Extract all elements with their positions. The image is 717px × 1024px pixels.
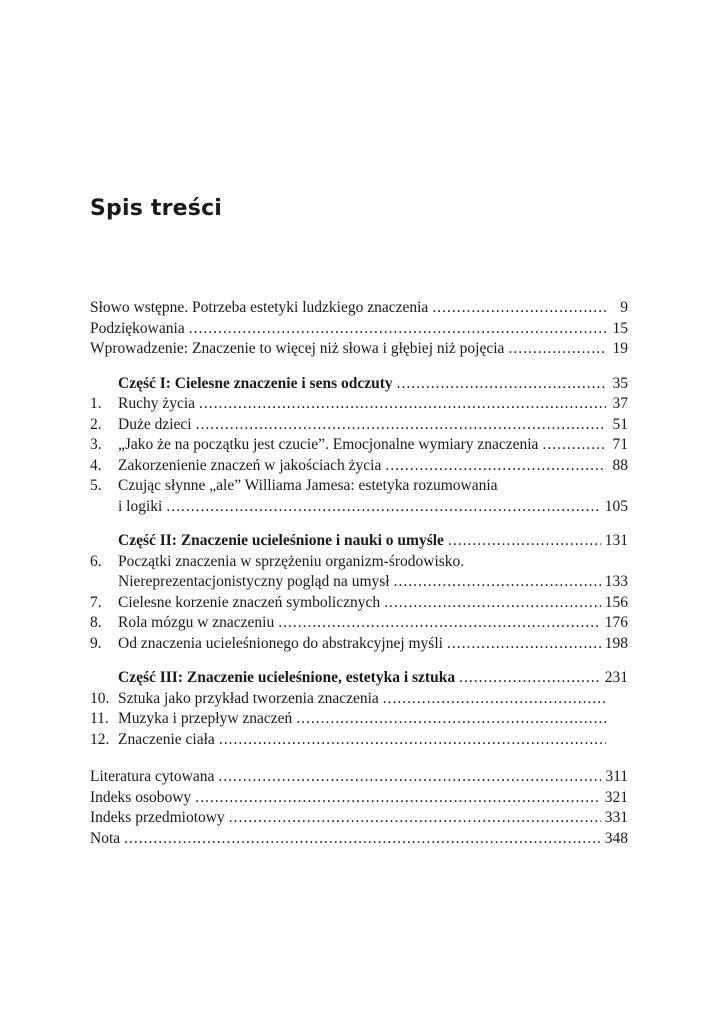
toc-entry-name-index [90,788,628,809]
toc-chapter-5 [90,476,628,497]
part-title: Część III: Znaczenie ucieleśnione, estetyka i sztuka [118,669,456,686]
toc-entry-text: Podziękowania [90,319,185,337]
toc-page-number: 35 [612,374,628,392]
chapter-number: 9. [90,634,102,652]
chapter-number: 3. [90,436,102,453]
toc-page-number: 15 [612,319,628,337]
dot-leader [195,788,601,809]
toc-entry-preface [90,298,628,319]
chapter-number: 8. [90,614,102,631]
toc-chapter-8 [90,613,628,634]
toc-entry-text: Wprowadzenie: Znaczenie to więcej niż słowa i głębiej niż pojęcia [90,340,505,357]
dot-leader [166,497,600,518]
toc-page-number: 19 [612,340,628,357]
toc-entry-references [90,767,628,788]
toc-page-number: 198 [604,634,628,652]
chapter-number: 2. [90,415,102,433]
dot-leader [447,634,601,655]
dot-leader [124,829,601,850]
chapter-number: 7. [90,593,102,611]
dot-leader [459,668,601,689]
toc-page-number: 176 [604,614,628,631]
toc-part-heading-2 [90,531,628,552]
toc-entry-text: Nota [90,829,121,847]
chapter-number: 6. [90,552,102,570]
toc-chapter-4 [90,456,628,477]
toc-page-number: 321 [604,788,628,806]
chapter-title: Sztuka jako przykład tworzenia znaczenia [118,689,379,707]
chapter-number: 4. [90,456,102,474]
dot-leader [278,613,601,634]
toc-chapter-6-continued [90,572,628,593]
dot-leader [189,319,606,340]
toc-chapter-3 [90,435,628,456]
chapter-title: Czując słynne „ale” Williama Jamesa: estetyka rozumowania [118,477,498,494]
dot-leader [219,730,606,751]
dot-leader [383,689,606,710]
toc-page-number: 231 [604,669,628,686]
dot-leader [542,435,606,456]
toc-chapter-10 [90,689,628,710]
toc-entry-text: Literatura cytowana [90,768,215,785]
toc-page-number: 71 [612,436,628,453]
toc-page-number: 156 [604,593,628,611]
dot-leader [296,709,606,730]
chapter-title: Cielesne korzenie znaczeń symbolicznych [118,593,381,611]
toc-chapter-1 [90,394,628,415]
chapter-title-continued: Niereprezentacjonistyczny pogląd na umysł [118,573,390,590]
toc-entry-text: Indeks przedmiotowy [90,809,225,826]
toc-page-number: 37 [612,395,628,412]
chapter-title-continued: i logiki [118,497,163,515]
toc-page-number: 133 [604,573,628,590]
toc-chapter-6 [90,552,628,573]
part-title: Część I: Cielesne znaczenie i sens odczuty [118,374,393,392]
toc-page-number: 9 [620,299,628,316]
toc-entry-acknowledgements [90,319,628,340]
chapter-title: Ruchy życia [118,395,196,412]
dot-leader [229,808,601,829]
chapter-title: Od znaczenia ucieleśnionego do abstrakcyjnej myśli [118,634,443,652]
toc-chapter-11 [90,709,628,730]
toc-chapter-2 [90,415,628,436]
toc-entry-note [90,829,628,850]
toc-entry-introduction [90,339,628,360]
dot-leader [448,531,601,552]
chapter-title: Początki znaczenia w sprzężeniu organizm-środowisko. [118,552,465,570]
toc-entry-text: Słowo wstępne. Potrzeba estetyki ludzkiego znaczenia [90,299,429,316]
dot-leader [385,456,606,477]
toc-chapter-12 [90,730,628,751]
toc-page-number: 88 [612,456,628,474]
chapter-title: „Jako że na początku jest czucie”. Emocjonalne wymiary znaczenia [118,436,539,453]
toc-page-number: 311 [605,768,628,785]
page-title: Spis treści [90,196,223,221]
part-title: Część II: Znaczenie ucieleśnione i nauki o umyśle [118,532,444,549]
toc-chapter-7 [90,593,628,614]
toc-entry-subject-index [90,808,628,829]
toc-part-heading-1 [90,374,628,395]
toc-page-number: 105 [604,497,628,515]
chapter-title: Muzyka i przepływ znaczeń [118,710,293,727]
dot-leader [196,415,606,436]
toc-chapter-9 [90,634,628,655]
dot-leader [432,298,606,319]
chapter-number: 5. [90,477,102,494]
dot-leader [199,394,606,415]
toc-page-number: 331 [604,809,628,826]
dot-leader [394,572,601,593]
chapter-title: Znaczenie ciała [118,730,215,748]
dot-leader [384,593,601,614]
dot-leader [508,339,606,360]
chapter-title: Zakorzenienie znaczeń w jakościach życia [118,456,382,474]
chapter-title: Duże dzieci [118,415,192,433]
chapter-number: 1. [90,395,102,412]
toc-part-heading-3 [90,668,628,689]
toc-page-number: 131 [604,532,628,549]
toc-chapter-5-continued [90,497,628,518]
dot-leader [397,374,606,395]
dot-leader [218,767,601,788]
toc-entry-text: Indeks osobowy [90,788,192,806]
table-of-contents [90,298,628,849]
chapter-number: 11. [90,710,109,727]
chapter-number: 12. [90,730,110,748]
toc-page-number: 51 [612,415,628,433]
chapter-title: Rola mózgu w znaczeniu [118,614,275,631]
toc-page-number: 348 [604,829,628,847]
chapter-number: 10. [90,689,110,707]
